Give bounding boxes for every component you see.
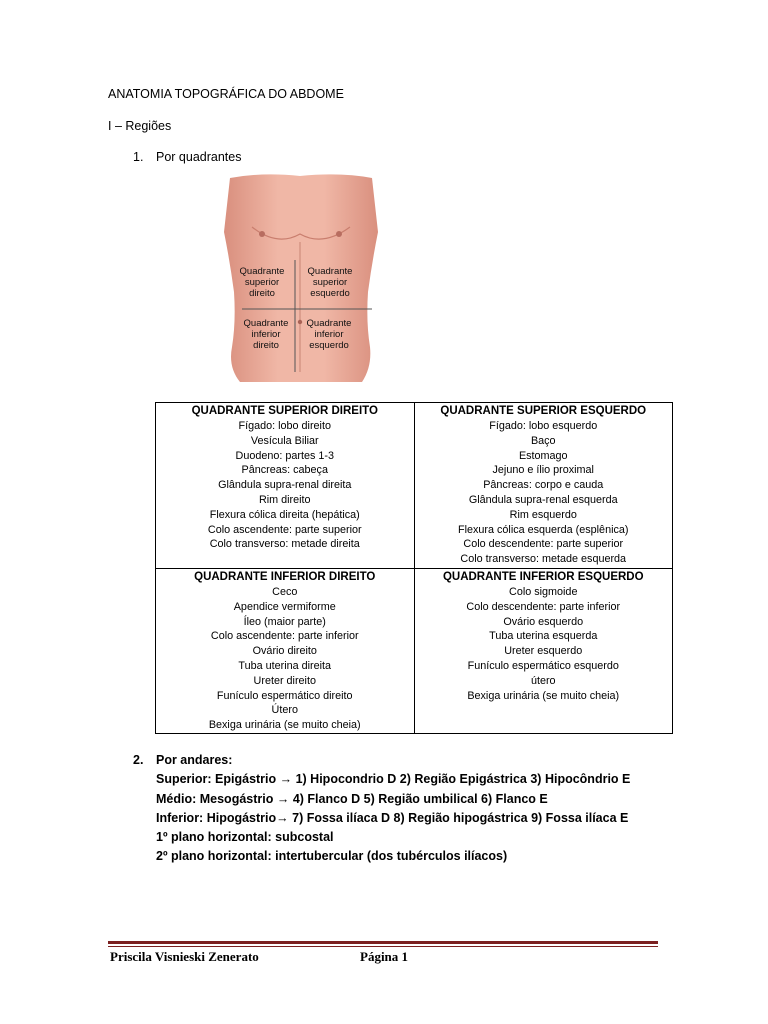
cell-items: [417, 585, 671, 703]
organ-item: Baço: [530, 434, 556, 447]
list-number: 2.: [133, 753, 144, 767]
cell-header: QUADRANTE INFERIOR ESQUERDO: [442, 571, 644, 583]
organ-item: Rim esquerdo: [509, 508, 577, 521]
list-number: 1.: [133, 150, 144, 164]
organ-item: Tuba uterina direita: [238, 659, 332, 672]
levels-line: 2º plano horizontal: intertubercular (dos tubérculos ilíacos): [156, 849, 508, 864]
organ-item: Duodeno: partes 1-3: [235, 449, 334, 462]
label-upper-left-2: superior: [312, 277, 348, 288]
levels-lines: [133, 770, 630, 866]
label-lower-left-2: inferior: [314, 329, 344, 340]
organ-item: Colo ascendente: parte superior: [207, 523, 362, 536]
nipple-left: [259, 231, 265, 237]
cell-lower-right-quadrant: [156, 569, 415, 734]
organ-item: Fígado: lobo esquerdo: [489, 420, 598, 432]
organ-item: Funículo espermático direito: [216, 689, 353, 702]
list-item-levels: [133, 751, 630, 867]
cell-items: [158, 419, 412, 552]
list-label: Por quadrantes: [156, 150, 242, 164]
organ-item: Íleo (maior parte): [243, 615, 326, 628]
organ-item: Colo descendente: parte inferior: [466, 600, 621, 613]
levels-line: 1º plano horizontal: subcostal: [156, 830, 334, 845]
organ-item: Bexiga urinária (se muito cheia): [208, 719, 361, 732]
organ-item: Pâncreas: corpo e cauda: [483, 479, 604, 492]
organ-item: Vesícula Biliar: [250, 434, 319, 447]
label-lower-right-3: direito: [253, 340, 279, 351]
organ-item: Pâncreas: cabeça: [241, 464, 328, 477]
cell-header: QUADRANTE SUPERIOR ESQUERDO: [440, 405, 647, 417]
levels-line: Médio: Mesogástrio → 4) Flanco D 5) Região umbilical 6) Flanco E: [156, 791, 548, 806]
levels-line: Inferior: Hipogástrio→ 7) Fossa ilíaca D 8) Região hipogástrica 9) Fossa ilíaca E: [156, 810, 629, 825]
organ-item: Ureter esquerdo: [504, 645, 583, 658]
umbilicus: [298, 320, 302, 324]
quadrants-table: [155, 402, 673, 734]
organ-item: Flexura cólica direita (hepática): [209, 508, 360, 521]
document-title: ANATOMIA TOPOGRÁFICA DO ABDOME: [108, 87, 344, 101]
label-lower-left-1: Quadrante: [306, 318, 352, 329]
label-upper-left-3: esquerdo: [310, 288, 350, 299]
label-upper-left-1: Quadrante: [307, 266, 353, 277]
cell-header: QUADRANTE INFERIOR DIREITO: [194, 571, 376, 583]
label-upper-right-3: direito: [249, 288, 275, 299]
cell-header: QUADRANTE SUPERIOR DIREITO: [191, 405, 378, 417]
levels-line: Superior: Epigástrio → 1) Hipocondrio D 2) Região Epigástrica 3) Hipocôndrio E: [156, 772, 631, 787]
organ-item: Apendice vermiforme: [233, 600, 336, 613]
organ-item: Flexura cólica esquerda (esplênica): [458, 523, 629, 536]
footer-rule-thin: [108, 946, 658, 947]
organ-item: Glândula supra-renal direita: [218, 479, 352, 492]
nipple-right: [336, 231, 342, 237]
organ-item: Estomago: [518, 449, 568, 462]
organ-item: Funículo espermático esquerdo: [467, 659, 619, 672]
abdomen-quadrants-figure: [222, 172, 379, 382]
organ-item: Bexiga urinária (se muito cheia): [467, 689, 620, 702]
organ-item: Colo transverso: metade esquerda: [460, 553, 627, 566]
cell-upper-right-quadrant: [156, 403, 415, 569]
organ-item: Ovário direito: [252, 645, 317, 658]
organ-item: Colo ascendente: parte inferior: [210, 630, 359, 643]
label-lower-right-2: inferior: [251, 329, 281, 340]
footer-page-number: Página 1: [360, 949, 409, 964]
cell-upper-left-quadrant: [414, 403, 673, 569]
organ-item: Glândula supra-renal esquerda: [468, 493, 618, 506]
organ-item: Ovário esquerdo: [503, 615, 584, 628]
list-item-quadrants: [133, 150, 241, 164]
organ-item: Rim direito: [258, 493, 311, 506]
organ-item: Útero: [271, 704, 298, 717]
label-lower-right-1: Quadrante: [243, 318, 289, 329]
organ-item: Colo transverso: metade direita: [209, 538, 360, 551]
label-upper-right-2: superior: [244, 277, 280, 288]
organ-item: útero: [530, 674, 556, 687]
organ-item: Colo descendente: parte superior: [463, 538, 624, 551]
label-lower-left-3: esquerdo: [309, 340, 349, 351]
organ-item: Ureter direito: [253, 674, 316, 687]
cell-lower-left-quadrant: [414, 569, 673, 734]
organ-item: Colo sigmoide: [509, 586, 578, 598]
list-label: Por andares:: [156, 753, 233, 767]
organ-item: Tuba uterina esquerda: [489, 630, 598, 643]
cell-items: [158, 585, 412, 733]
label-upper-right-1: Quadrante: [239, 266, 285, 277]
footer-rule: [108, 941, 658, 944]
cell-items: [417, 419, 671, 567]
organ-item: Fígado: lobo direito: [238, 420, 331, 432]
organ-item: Ceco: [272, 586, 298, 598]
organ-item: Jejuno e ílio proximal: [492, 464, 594, 477]
footer-author: Priscila Visnieski Zenerato: [110, 949, 259, 964]
section-heading: I – Regiões: [108, 119, 172, 133]
